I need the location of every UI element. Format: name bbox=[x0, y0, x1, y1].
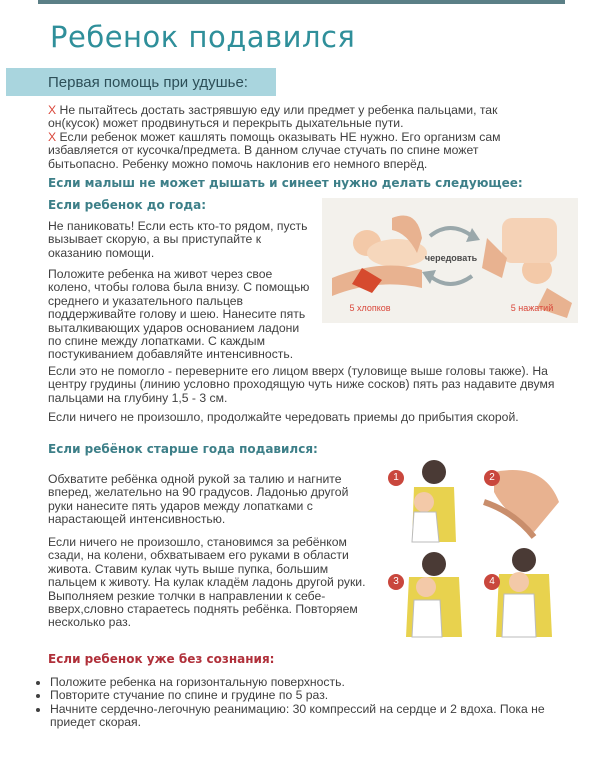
infant-paragraph-3: Если это не помогло - переверните его лицом вверх (туловище выше головы также). На центру грудины (линию условно проходящую чуть ниже сосков) пять раз надавите двумя пальцами на глубину 1,5 - 3 см. bbox=[48, 364, 555, 405]
warning-2 bbox=[48, 131, 548, 171]
list-item: • Положите ребенка на горизонтальную поверхность. bbox=[50, 676, 570, 689]
infant-heading: Если ребенок до года: bbox=[48, 198, 207, 212]
infant-paragraph-4: Если ничего не произошло, продолжайте чередовать приемы до прибытия скорой. bbox=[48, 410, 519, 424]
infant-illustration-svg bbox=[322, 198, 578, 323]
top-divider bbox=[38, 0, 565, 4]
warning-1 bbox=[48, 104, 548, 131]
child-heading: Если ребёнок старше года подавился: bbox=[48, 442, 318, 456]
list-item: • Повторите стучание по спине и грудине по 5 раз. bbox=[50, 689, 570, 702]
child-illustration bbox=[384, 452, 568, 644]
warning-text: Не пытайтесь достать застрявшую еду или предмет у ребенка пальцами, так он(кусок) может продвинуться и перекрыть дыхательные пути. bbox=[48, 103, 498, 131]
caption-presses: 5 нажатий bbox=[510, 303, 554, 313]
list-item: • Начните сердечно-легочную реанимацию: 30 компрессий на сердце и 2 вдоха. Пока не приедет скорая. bbox=[50, 703, 570, 730]
alternate-label: чередовать bbox=[424, 253, 478, 263]
step-badge-4: 4 bbox=[484, 574, 500, 590]
infant-illustration bbox=[322, 198, 578, 323]
child-paragraph-2: Если ничего не произошло, становимся за ребёнком сзади, на колени, обхватываем его руками в области живота. Ставим кулак чуть выше пупка, большим пальцем к животу. На кулак кладём ладонь другой руки. Выполняем резкие толчки в направлении к себе-вверх,словно стараетесь поднять ребёнка. Повторяем несколько раз. bbox=[48, 535, 366, 630]
warning-x-mark: X bbox=[48, 130, 57, 144]
step-badge-2: 2 bbox=[484, 470, 500, 486]
caption-claps: 5 хлопков bbox=[349, 303, 391, 313]
child-paragraph-1: Обхватите ребёнка одной рукой за талию и нагните вперед, желательно на 90 градусов. Ладонью другой руки нанесите пять ударов между лопатками с нарастающей интенсивностью. bbox=[48, 472, 349, 527]
infant-paragraph-2a: Положите ребенка на живот через свое колено, чтобы голова была внизу. С помощью среднего и указательного пальцев поддерживайте голову и шею. Нанесите пять выталкивающих ударов основанием ладони по спине между лопатками. С каждым постукиванием добавляйте интенсивность. bbox=[48, 267, 310, 362]
banner-title: Первая помощь при удушье: bbox=[48, 74, 248, 91]
step-badge-1: 1 bbox=[388, 470, 404, 486]
unconscious-heading: Если ребенок уже без сознания: bbox=[48, 652, 275, 666]
main-heading: Если малыш не может дышать и синеет нужно делать следующее: bbox=[48, 176, 523, 190]
page-title: Ребенок подавился bbox=[50, 20, 356, 54]
infant-paragraph-1: Не паниковать! Если есть кто-то рядом, пусть вызывает скорую, а вы приступайте к оказанию помощи. bbox=[48, 219, 308, 260]
warning-x-mark: X bbox=[48, 103, 57, 117]
unconscious-list bbox=[36, 676, 570, 730]
warning-text: Если ребенок может кашлять помощь оказывать НЕ нужно. Его организм сам избавляется от кусочка/предмета. В данном случае стучать по спине может бытьопасно. Ребенку можно помочь наклонив его немного вперёд. bbox=[48, 130, 501, 171]
step-badge-3: 3 bbox=[388, 574, 404, 590]
